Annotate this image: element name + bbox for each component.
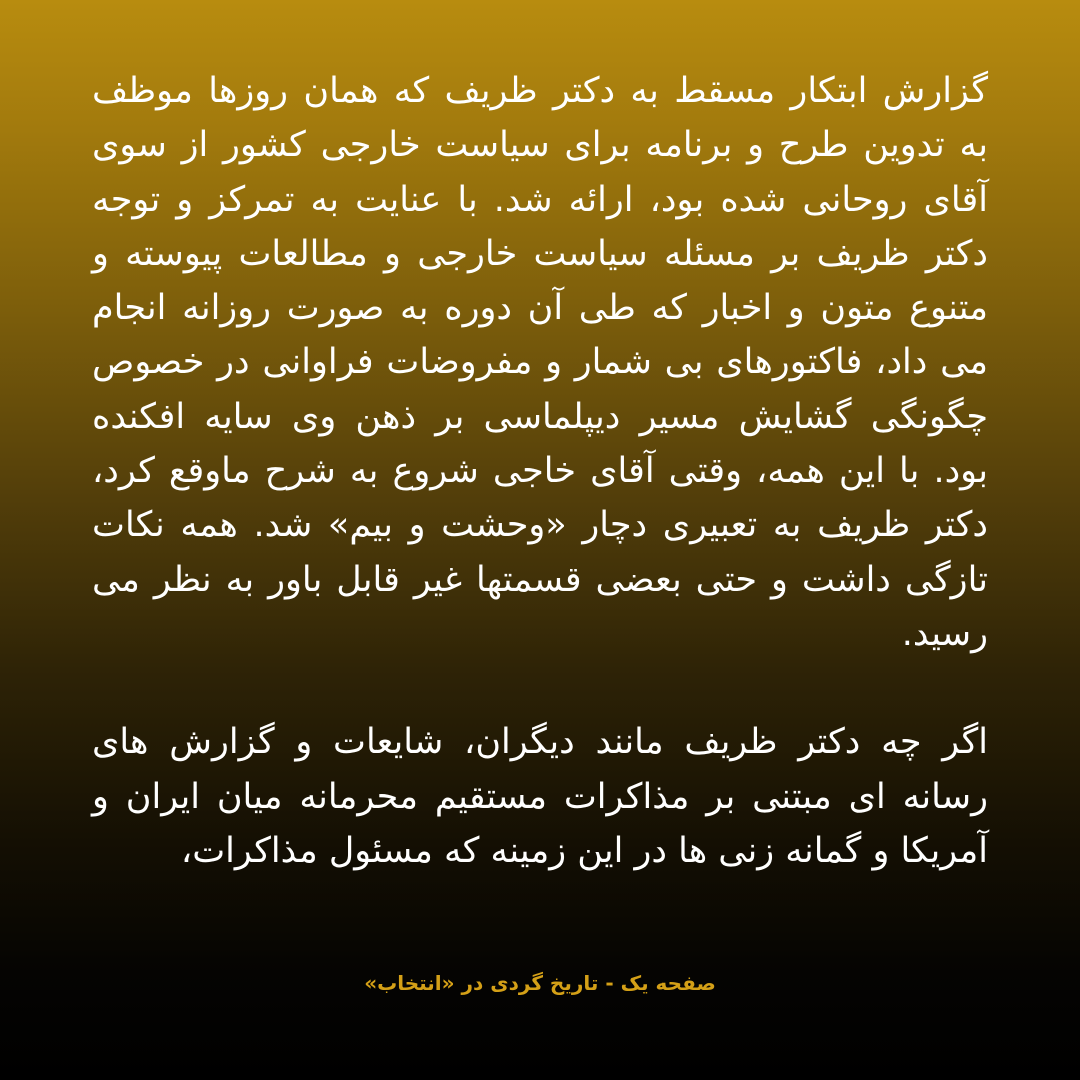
paragraph-1: گزارش ابتکار مسقط به دکتر ظریف که همان روزها موظف به تدوین طرح و برنامه برای سیاست خارجی کشور از سوی آقای روحانی شده بود، ارائه شد. با عنایت به تمرکز و توجه دکتر ظریف بر مسئله سیاست خارجی و مطالعات پیوسته و متنوع متون و اخبار که طی آن دوره به صورت روزانه انجام می داد، فاکتورهای بی شمار و مفروضات فراوانی در خصوص چگونگی گشایش مسیر دیپلماسی بر ذهن وی سایه افکنده بود. با این همه، وقتی آقای خاجی شروع به شرح ماوقع کرد، دکتر ظریف به تعبیری دچار «وحشت و بیم» شد. همه نکات تازگی داشت و حتی بعضی قسمتها غیر قابل باور به نظر می رسید. — [92, 71, 988, 654]
article-body — [92, 64, 988, 878]
paragraph-2: اگر چه دکتر ظریف مانند دیگران، شایعات و گزارش های رسانه ای مبتنی بر مذاکرات مستقیم محرمانه میان ایران و آمریکا و گمانه زنی ها در این زمینه که مسئول مذاکرات، — [92, 722, 988, 871]
page-footer-caption: صفحه یک - تاریخ گردی در «انتخاب» — [364, 971, 716, 995]
